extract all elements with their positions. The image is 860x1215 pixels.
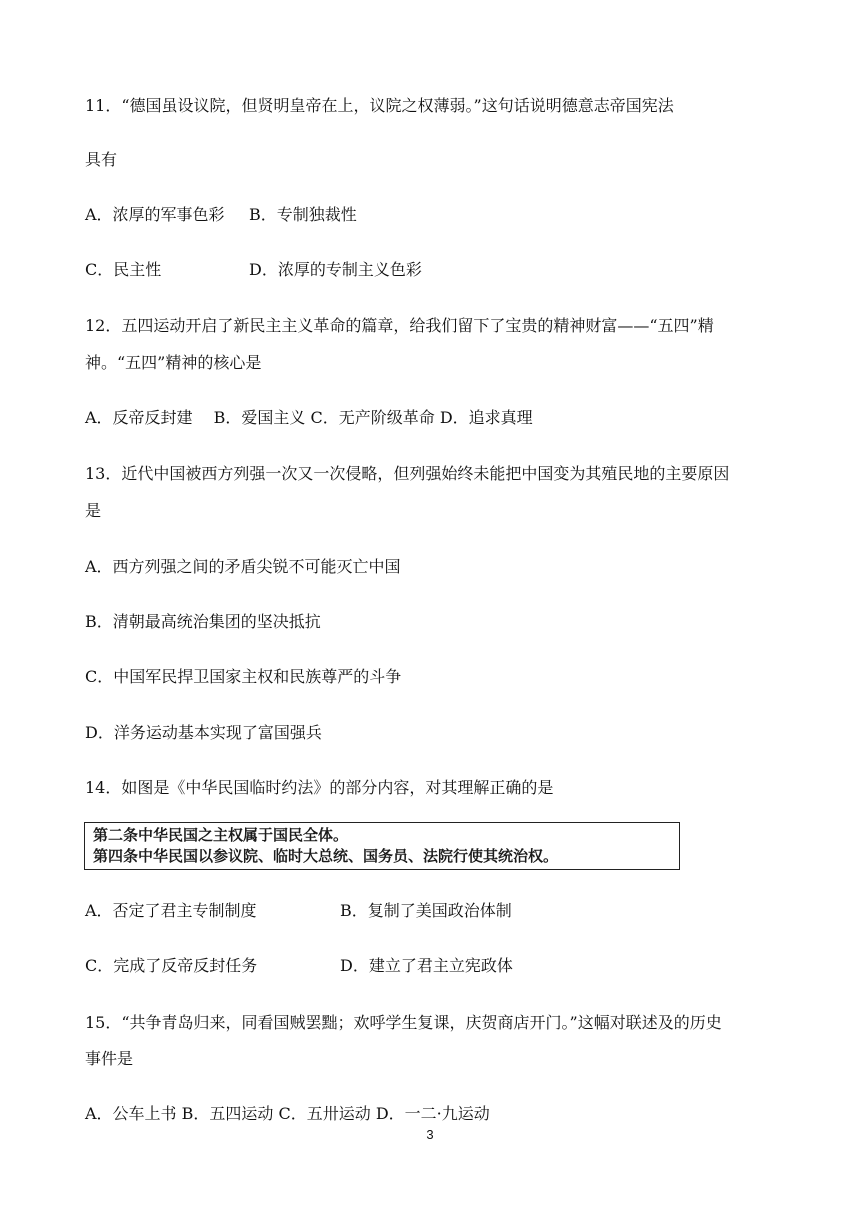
q11-option-b: B．专制独裁性 xyxy=(249,205,357,224)
q14-stem-line1: 14．如图是《中华民国临时约法》的部分内容，对其理解正确的是 xyxy=(85,778,554,797)
q11-option-c: C．民主性 xyxy=(85,260,162,279)
constitution-excerpt-box xyxy=(84,822,680,870)
q11-option-d: D．浓厚的专制主义色彩 xyxy=(249,260,422,279)
q15-options: A．公车上书 B．五四运动 C．五卅运动 D．一二·九运动 xyxy=(85,1104,490,1123)
q13-option-c: C．中国军民捍卫国家主权和民族尊严的斗争 xyxy=(85,667,402,686)
page-number: 3 xyxy=(426,1127,434,1142)
q13-option-a: A．西方列强之间的矛盾尖锐不可能灭亡中国 xyxy=(85,557,401,576)
excerpt-line2: 第四条中华民国以参议院、临时大总统、国务员、法院行使其统治权。 xyxy=(93,847,559,865)
q14-option-d: D．建立了君主立宪政体 xyxy=(340,956,513,975)
q12-options: A．反帝反封建 B．爱国主义 C．无产阶级革命 D．追求真理 xyxy=(85,408,533,427)
q11-option-a: A．浓厚的军事色彩 xyxy=(85,205,225,224)
q11-stem-line1: 11．“德国虽设议院，但贤明皇帝在上，议院之权薄弱。”这句话说明德意志帝国宪法 xyxy=(85,96,674,115)
q14-option-b: B．复制了美国政治体制 xyxy=(340,901,512,920)
q14-option-c: C．完成了反帝反封任务 xyxy=(85,956,258,975)
q15-stem-line1: 15．“共争青岛归来，同看国贼罢黜；欢呼学生复课，庆贺商店开门。”这幅对联述及的历史 xyxy=(85,1013,722,1032)
q13-option-d: D．洋务运动基本实现了富国强兵 xyxy=(85,723,322,742)
q12-stem-line1: 12．五四运动开启了新民主主义革命的篇章，给我们留下了宝贵的精神财富——“五四”精 xyxy=(85,316,714,335)
q14-option-a: A．否定了君主专制制度 xyxy=(85,901,257,920)
q11-stem-line2: 具有 xyxy=(85,150,118,169)
q13-option-b: B．清朝最高统治集团的坚决抵抗 xyxy=(85,612,321,631)
excerpt-line1: 第二条中华民国之主权属于国民全体。 xyxy=(93,826,349,844)
q13-stem-line1: 13．近代中国被西方列强一次又一次侵略，但列强始终未能把中国变为其殖民地的主要原因 xyxy=(85,464,730,483)
q12-stem-line2: 神。“五四”精神的核心是 xyxy=(85,353,262,372)
q15-stem-line2: 事件是 xyxy=(85,1049,134,1068)
q13-stem-line2: 是 xyxy=(85,501,102,520)
